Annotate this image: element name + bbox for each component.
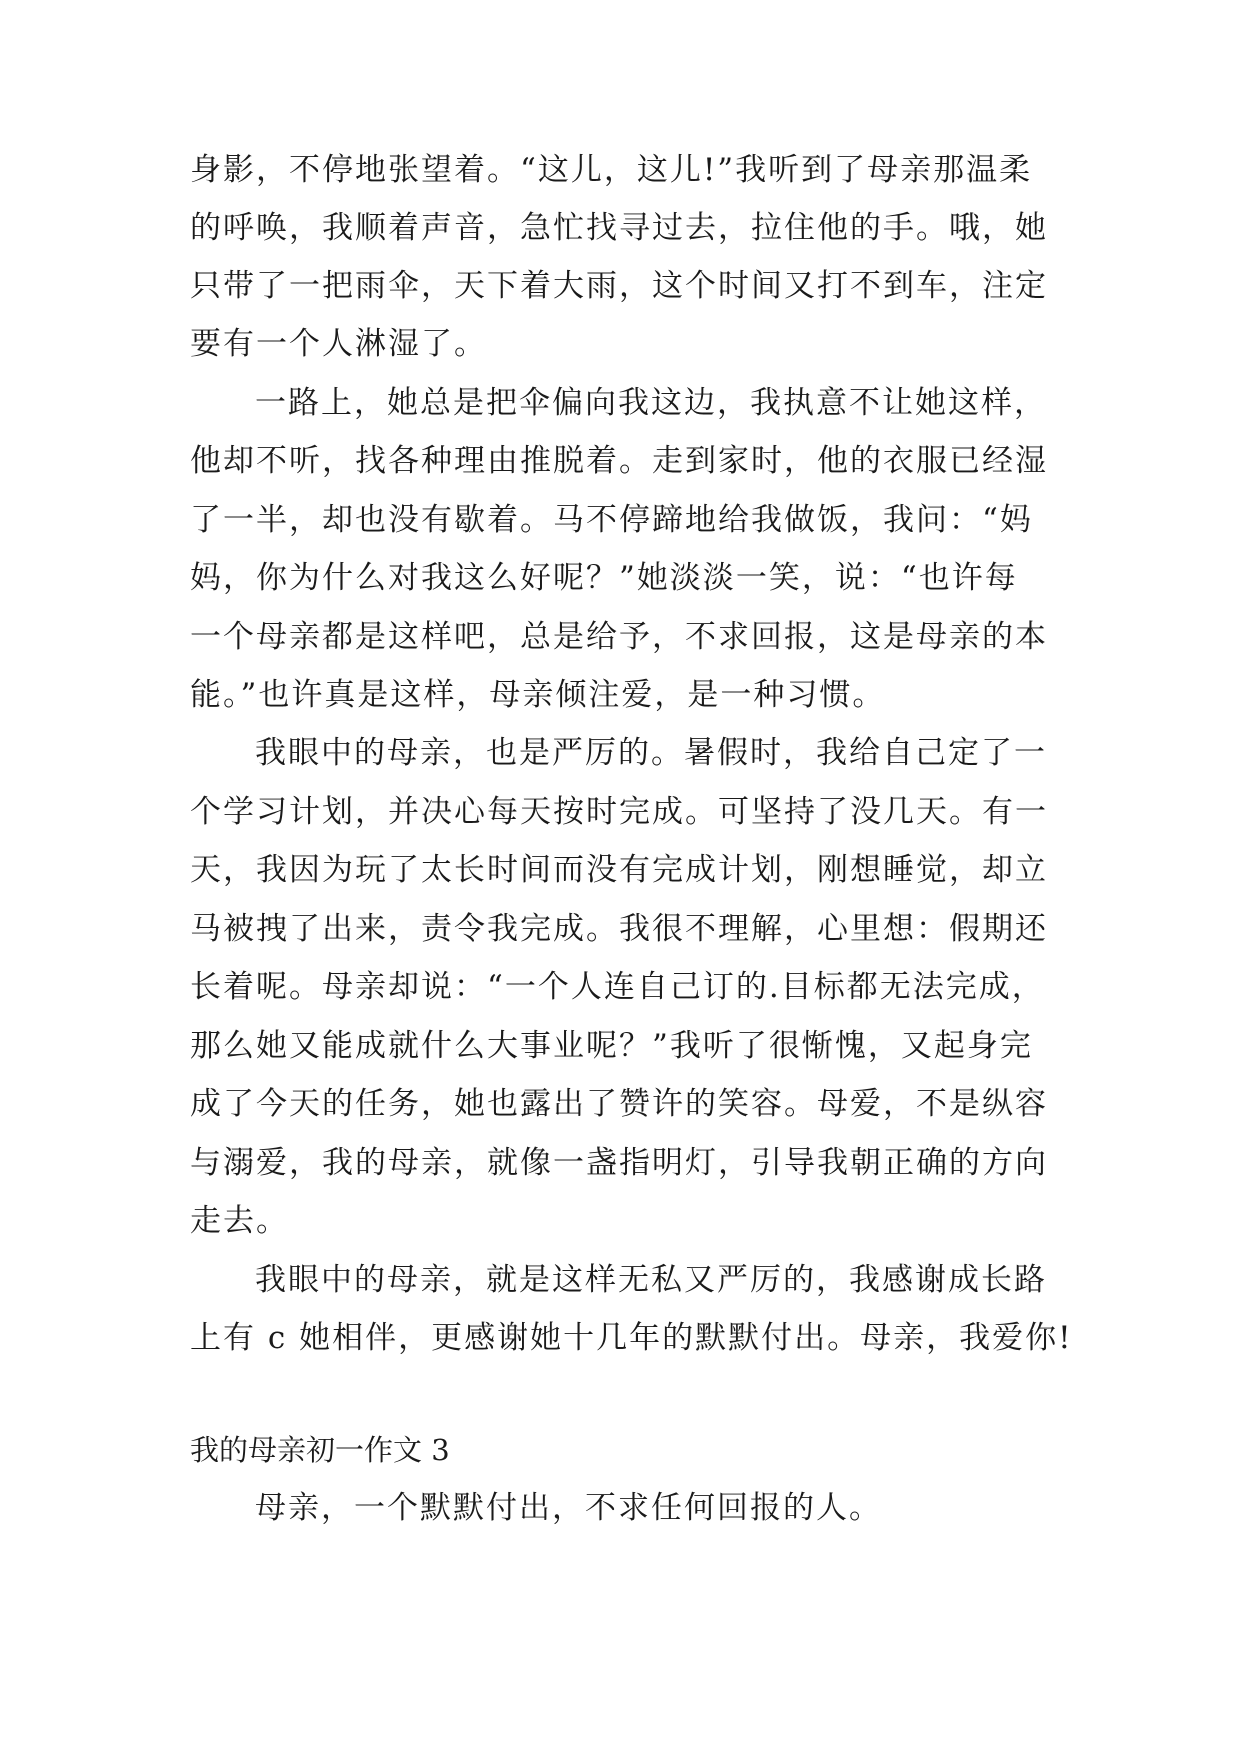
text-line: 马被拽了出来，责令我完成。我很不理解，心里想：假期还 xyxy=(190,911,1048,947)
text-line: 天，我因为玩了太长时间而没有完成计划，刚想睡觉，却立 xyxy=(190,852,1048,888)
text-line: 与溺爱，我的母亲，就像一盏指明灯，引导我朝正确的方向 xyxy=(190,1145,1048,1181)
text-line: 母亲，一个默默付出，不求任何回报的人。 xyxy=(255,1490,882,1526)
text-line: 他却不听，找各种理由推脱着。走到家时，他的衣服已经湿 xyxy=(190,443,1048,479)
text-line: 的呼唤，我顺着声音，急忙找寻过去，拉住他的手。哦，她 xyxy=(190,210,1048,246)
text-line: 长着呢。母亲却说：“一个人连自己订的.目标都无法完成， xyxy=(190,969,1045,1005)
section-title: 我的母亲初一作文 3 xyxy=(190,1433,450,1467)
text-line: 我眼中的母亲，也是严厉的。暑假时，我给自己定了一 xyxy=(255,735,1047,771)
text-line: 成了今天的任务，她也露出了赞许的笑容。母爱，不是纵容 xyxy=(190,1086,1048,1122)
text-line: 了一半，却也没有歇着。马不停蹄地给我做饭，我问：“妈 xyxy=(190,502,1033,538)
text-line: 身影，不停地张望着。“这儿，这儿!”我听到了母亲那温柔 xyxy=(190,152,1033,188)
text-line: 只带了一把雨伞，天下着大雨，这个时间又打不到车，注定 xyxy=(190,268,1048,304)
text-line: 要有一个人淋湿了。 xyxy=(190,326,487,362)
text-line: 妈，你为什么对我这么好呢？”她淡淡一笑，说：“也许每 xyxy=(190,560,1018,596)
text-line: 一个母亲都是这样吧，总是给予，不求回报，这是母亲的本 xyxy=(190,619,1048,655)
text-line: 一路上，她总是把伞偏向我这边，我执意不让她这样， xyxy=(255,385,1047,421)
text-line: 个学习计划，并决心每天按时完成。可坚持了没几天。有一 xyxy=(190,794,1048,830)
text-line: 我眼中的母亲，就是这样无私又严厉的，我感谢成长路 xyxy=(255,1262,1047,1298)
text-line: 能。”也许真是这样，母亲倾注爱，是一种习惯。 xyxy=(190,677,886,713)
text-line: 那么她又能成就什么大事业呢？”我听了很惭愧，又起身完 xyxy=(190,1028,1033,1064)
text-line: 上有 c 她相伴，更感谢她十几年的默默付出。母亲，我爱你! xyxy=(190,1320,1073,1356)
text-line: 走去。 xyxy=(190,1203,289,1239)
